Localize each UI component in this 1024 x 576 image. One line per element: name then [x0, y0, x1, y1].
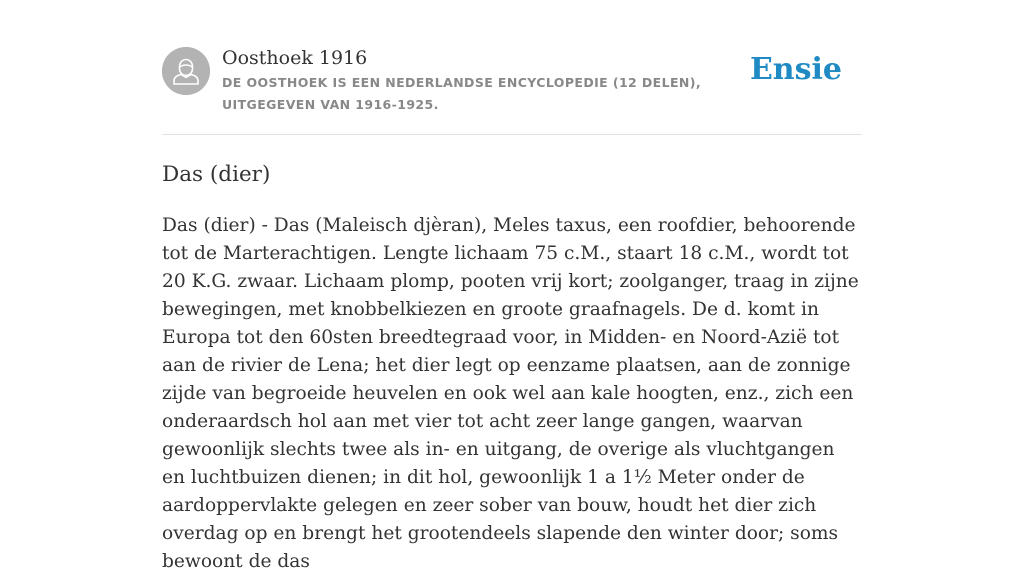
user-icon [162, 47, 210, 95]
article-body: Das (dier) - Das (Maleisch djèran), Meles taxus, een roofdier, behoorende tot de Marterachtigen. Lengte lichaam 75 c.M., staart 18 c.M., wordt tot 20 K.G. zwaar. Lichaam plomp, pooten vrij kort; zoolganger, traag in zijne bewegingen, met knobbelkiezen en groote graafnagels. De d. komt in Europa tot den 60sten breedtegraad voor, in Midden- en Noord-Azië tot aan de rivier de Lena; het dier legt op eenzame plaatsen, aan de zonnige zijde van begroeide heuvelen en ook wel aan kale hoogten, enz., zich een onderaardsch hol aan met vier tot acht zeer lange gangen, waarvan gewoonlijk slechts twee als in- en uitgang, de overige als vluchtgangen en luchtbuizen dienen; in dit hol, gewoonlijk 1 a 1½ Meter onder de aardoppervlakte gelegen en zeer sober van bouw, houdt het dier zich overdag op en brengt het grootendeels slapende den winter door; soms bewoont de das [162, 215, 859, 572]
avatar [162, 47, 210, 95]
source-header [162, 0, 862, 135]
source-name[interactable]: Oosthoek 1916 [222, 47, 368, 69]
ensie-logo[interactable]: Ensie [749, 52, 842, 87]
article-title: Das (dier) [162, 162, 271, 187]
page-container [162, 0, 862, 572]
source-description: DE OOSTHOEK IS EEN NEDERLANDSE ENCYCLOPEDIE (12 DELEN), UITGEGEVEN VAN 1916-1925. [222, 75, 702, 112]
